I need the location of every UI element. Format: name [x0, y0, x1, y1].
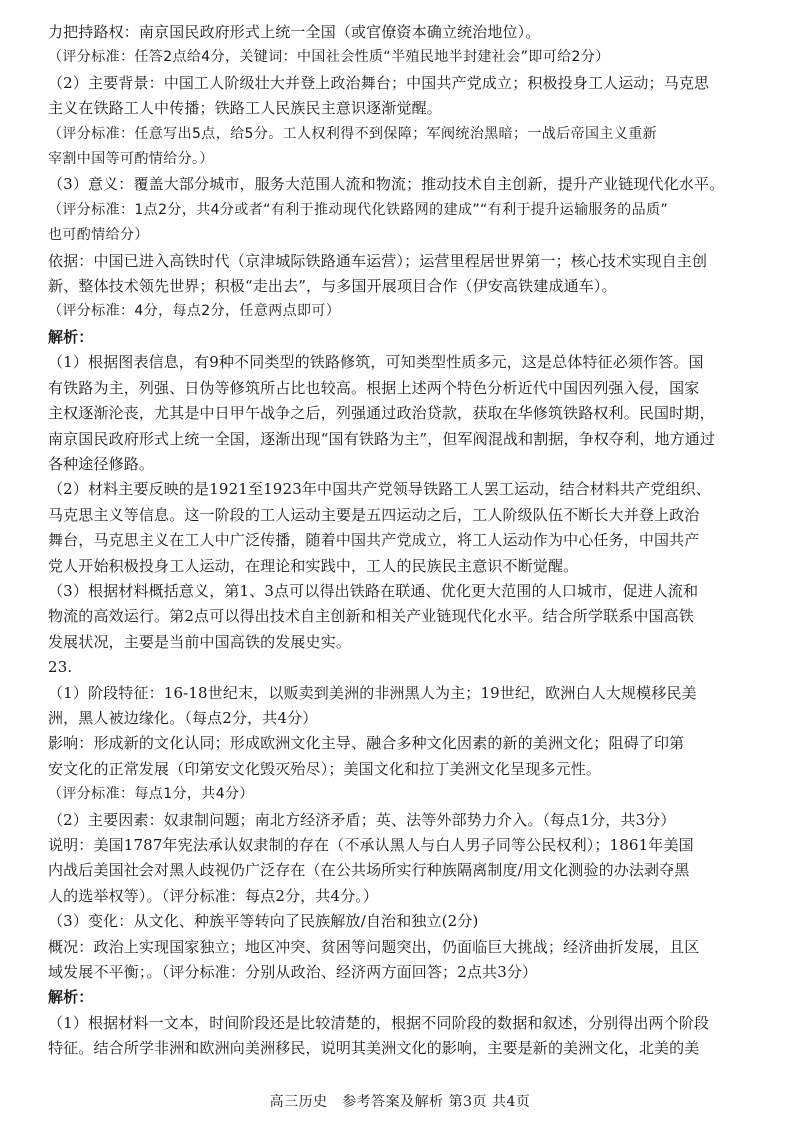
text-line: 影响：形成新的文化认同；形成欧洲文化主导、融合多种文化因素的新的美洲文化；阻碍了印第	[48, 734, 685, 753]
text-line: 力把持路权：南京国民政府形式上统一全国（或官僚资本确立统治地位）。	[48, 23, 541, 41]
text-line: 洲，黑人被边缘化。（每点2分，共4分）	[48, 708, 318, 727]
text-line: （3）意义：覆盖大部分城市，服务大范围人流和物流；推动技术自主创新，提升产业链现代化水平。	[48, 175, 725, 194]
text-line: 马克思主义等信息。这一阶段的工人运动主要是五四运动之后，工人阶级队伍不断长大并登上政治	[48, 505, 700, 524]
text-line: 安文化的正常发展（印第安文化毁灭殆尽）；美国文化和拉丁美洲文化呈现多元性。	[48, 759, 602, 778]
section-heading: 解析：	[48, 988, 94, 1007]
text-line: 主义在铁路工人中传播；铁路工人民族民主意识逐渐觉醒。	[48, 99, 442, 118]
text-line: （1）根据图表信息，有9种不同类型的铁路修筑，可知类型性质多元，这是总体特征必须作答。国	[48, 353, 704, 372]
scoring-note-line: （评分标准：每点1分，共4分）	[48, 786, 254, 803]
text-line: 主权逐渐沦丧，尤其是中日甲午战争之后，列强通过政治贷款，获取在华修筑铁路权利。民国时期，	[48, 404, 715, 423]
text-line: （1）根据材料一文本，时间阶段还是比较清楚的，根据不同阶段的数据和叙述，分别得出两个阶段	[48, 1013, 710, 1032]
text-line: 内战后美国社会对黑人歧视仍广泛存在（在公共场所实行种族隔离制度/用文化测验的办法剥夺黑	[48, 861, 690, 880]
section-heading: 解析：	[48, 327, 94, 346]
text-line: （1）阶段特征：16-18世纪末，以贩卖到美洲的非洲黑人为主；19世纪，欧洲白人大规模移民美	[48, 683, 697, 702]
scoring-note-line: 宰割中国等可酌情给分。）	[48, 151, 214, 168]
text-line: 特征。结合所学非洲和欧洲向美洲移民，说明其美洲文化的影响，主要是新的美洲文化，北美的美	[48, 1039, 700, 1058]
scoring-note-line: （评分标准：1点2分，共4分或者“有利于推动现代化铁路网的建成”“有利于提升运输服务的品质”	[48, 201, 669, 218]
text-line: 南京国民政府形式上统一全国，逐渐出现“国有铁路为主”，但军阀混战和割据，争权夺利，地方通过	[48, 429, 716, 448]
text-line: 域发展不平衡；。（评分标准：分别从政治、经济两方面回答；2点共3分）	[48, 963, 538, 982]
text-line: 人的选举权等）。（评分标准：每点2分，共4分。）	[48, 886, 379, 905]
text-line: 说明：美国1787年宪法承认奴隶制的存在（不承认黑人与白人男子同等公民权利）；1861年美国	[48, 836, 694, 854]
text-line: （2）主要背景：中国工人阶级壮大并登上政治舞台；中国共产党成立；积极投身工人运动；马克思	[48, 73, 710, 92]
text-line: 各种途径修路。	[48, 454, 155, 473]
answer-page-body	[48, 20, 760, 1062]
scoring-note-line: （评分标准：4分，每点2分，任意两点即可）	[48, 303, 341, 320]
text-line: （2）主要因素：奴隶制问题；南北方经济矛盾；英、法等外部势力介入。（每点1分，共3分）	[48, 810, 676, 829]
text-line: （3）变化：从文化、种族平等转向了民族解放/自治和独立(2分)	[48, 912, 479, 931]
text-line: 有铁路为主，列强、日伪等修筑所占比也较高。根据上述两个特色分析近代中国因列强入侵，国家	[48, 378, 700, 397]
scoring-note-line: 也可酌情给分）	[48, 227, 149, 244]
text-line: 23.	[48, 658, 73, 677]
scoring-note-line: （评分标准：任答2点给4分，关键词：中国社会性质“半殖民地半封建社会”即可给2分）	[48, 49, 610, 66]
text-line: 依据：中国已进入高铁时代（京津城际铁路通车运营）；运营里程居世界第一；核心技术实现自主创	[48, 251, 708, 270]
text-line: 党人开始积极投身工人运动，在理论和实践中，工人的民族民主意识不断觉醒。	[48, 556, 579, 575]
text-line: 物流的高效运行。第2点可以得出技术自主创新和相关产业链现代化水平。结合所学联系中国高铁	[48, 607, 694, 626]
text-line: （3）根据材料概括意义，第1、3点可以得出铁路在联通、优化更大范围的人口城市，促进人流和	[48, 581, 699, 600]
scoring-note-line: （评分标准：任意写出5点，给5分。工人权利得不到保障；军阀统治黑暗；一战后帝国主义重新	[48, 125, 658, 142]
text-line: 新、整体技术领先世界；积极“走出去”，与多国开展项目合作（伊安高铁建成通车）。	[48, 277, 617, 296]
text-line: 舞台，马克思主义在工人中广泛传播，随着中国共产党成立，将工人运动作为中心任务，中国共产	[48, 531, 700, 550]
text-line: 概况：政治上实现国家独立；地区冲突、贫困等问题突出，仍面临巨大挑战；经济曲折发展，且区	[48, 937, 700, 956]
text-line: （2）材料主要反映的是1921至1923年中国共产党领导铁路工人罢工运动，结合材料共产党组织、	[48, 480, 711, 499]
text-line: 发展状况，主要是当前中国高铁的发展史实。	[48, 632, 352, 651]
page-footer: 高三历史 参考答案及解析 第3页 共4页	[269, 1094, 531, 1110]
